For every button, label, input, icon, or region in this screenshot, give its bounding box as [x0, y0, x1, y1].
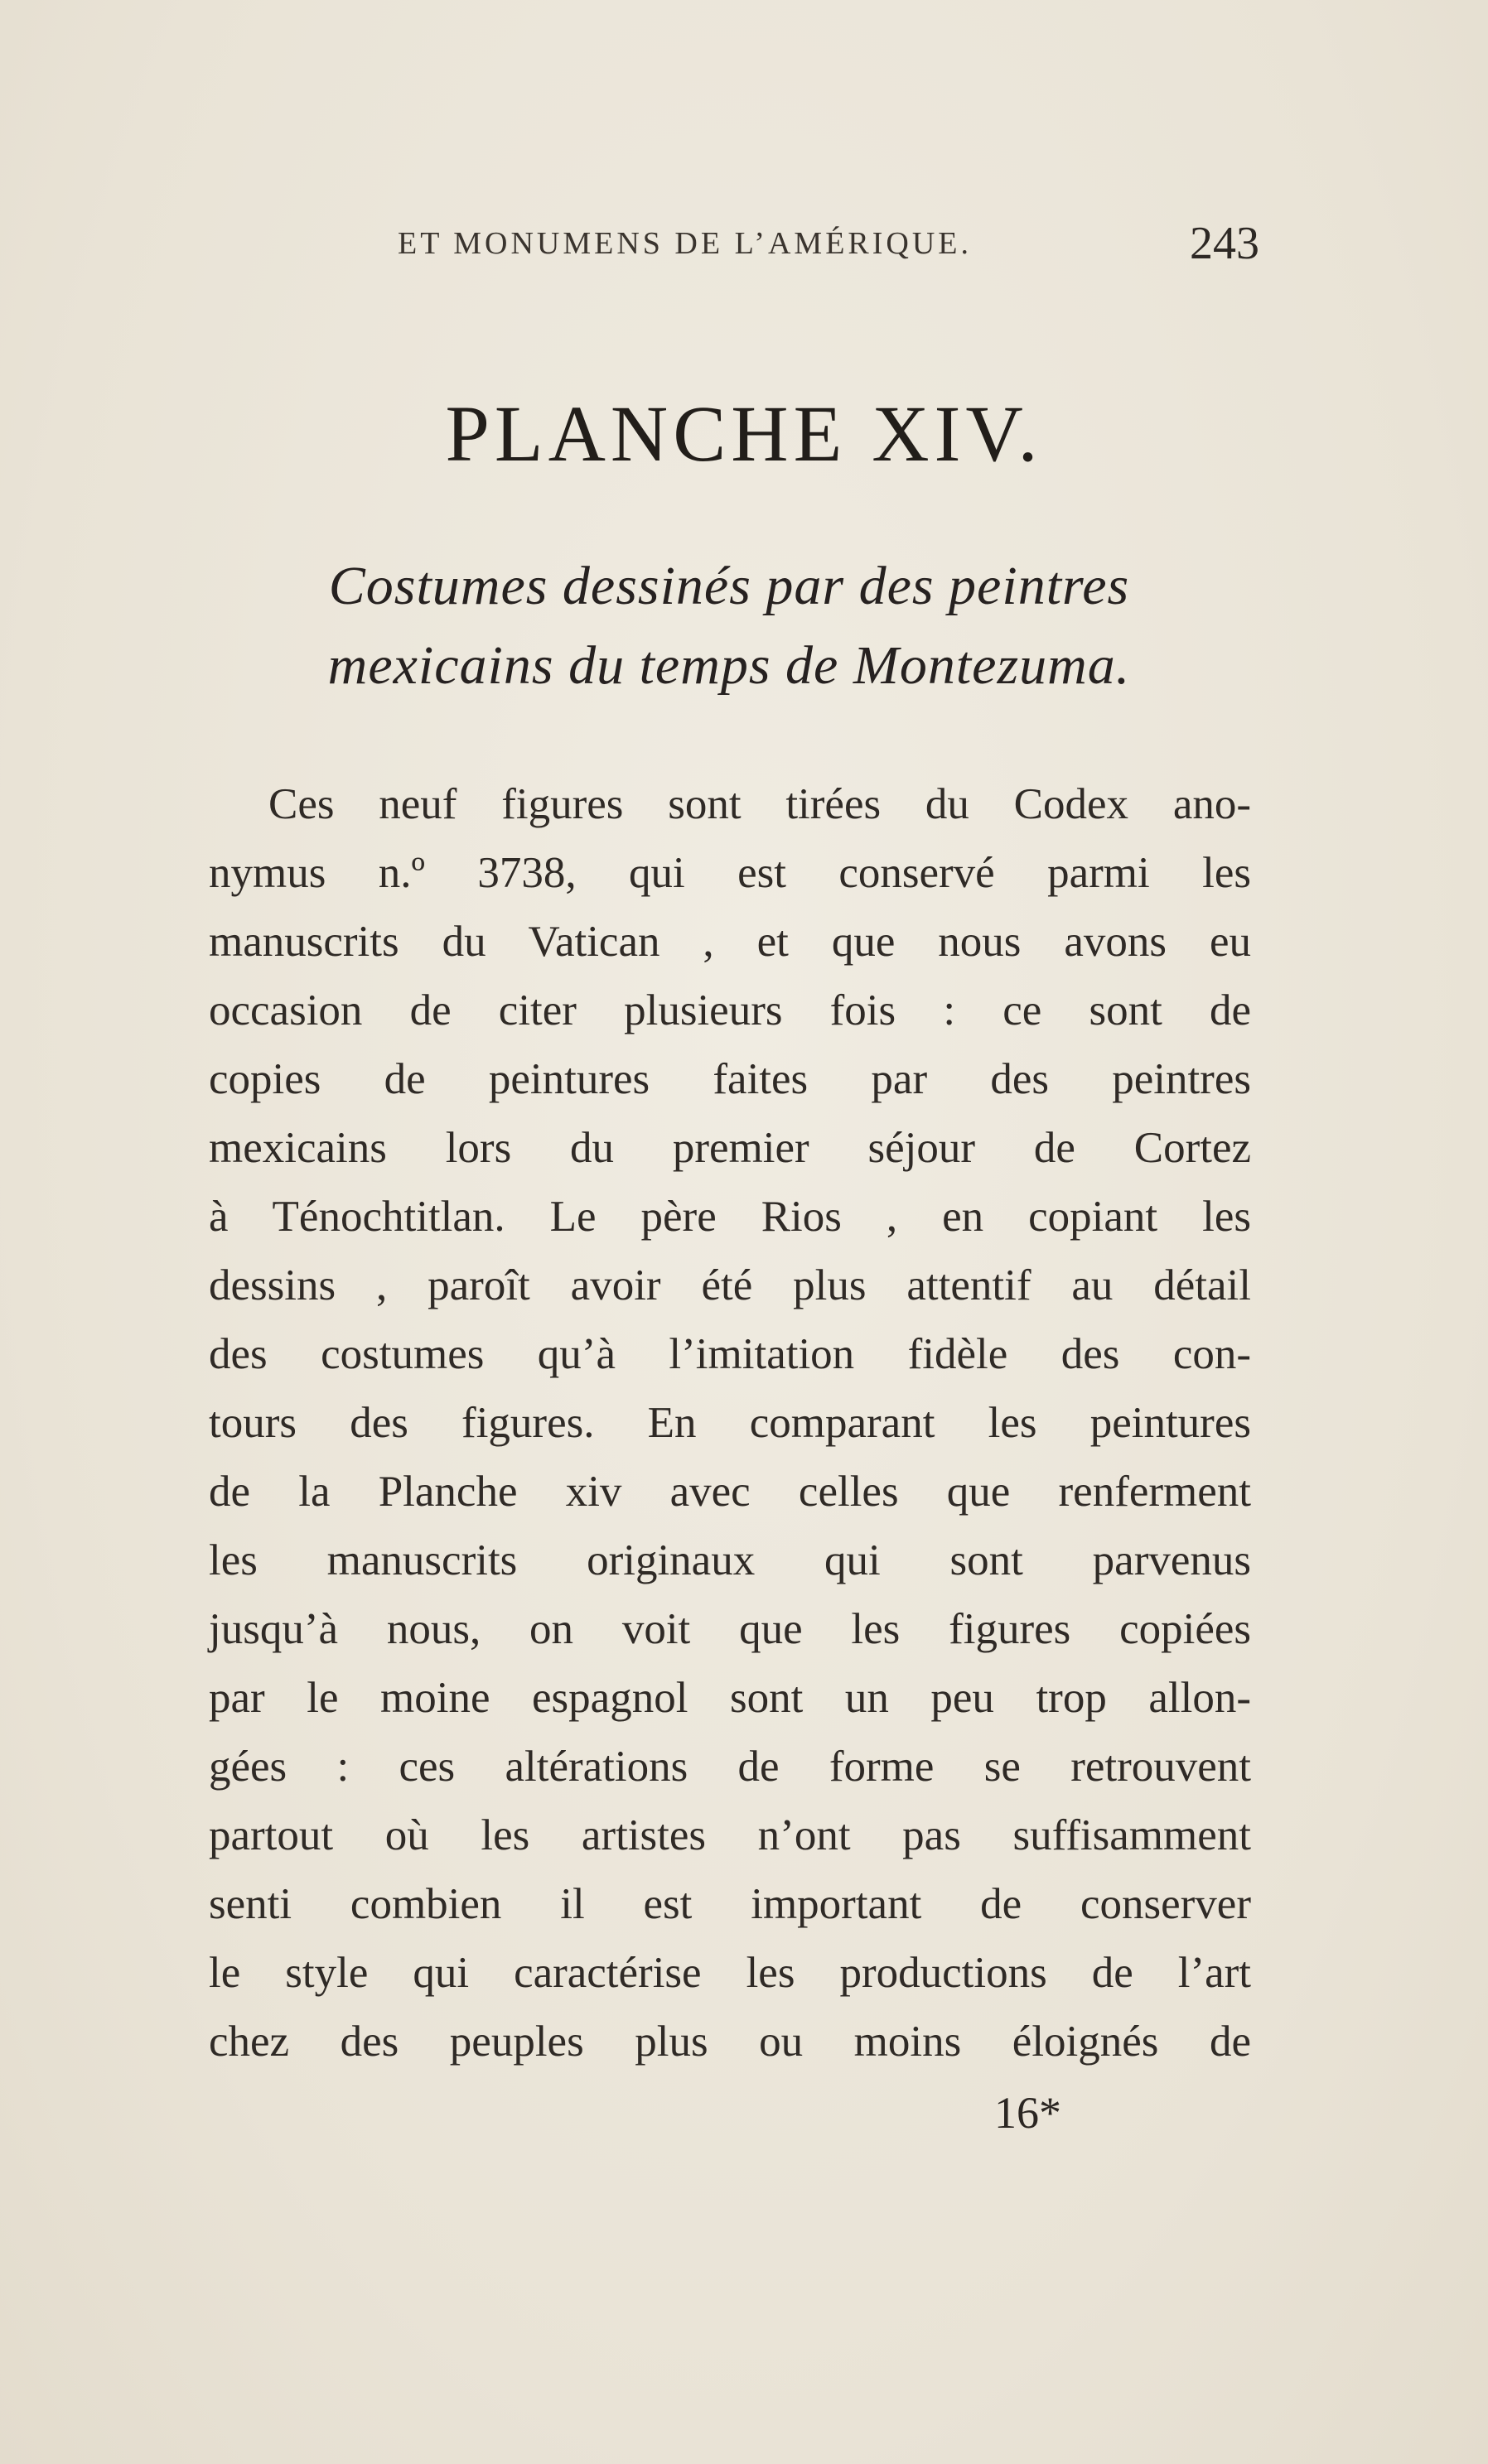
- body-line: gées : ces altérations de forme se retrouvent: [209, 1743, 1251, 1791]
- body-line: nymus n.º 3738, qui est conservé parmi les: [209, 849, 1251, 897]
- body-line: senti combien il est important de conserver: [209, 1880, 1251, 1928]
- body-line: occasion de citer plusieurs fois : ce sont de: [209, 986, 1251, 1034]
- plate-subtitle: [207, 547, 1251, 706]
- running-head: [398, 217, 1259, 267]
- body-line: jusqu’à nous, on voit que les figures copiées: [209, 1605, 1251, 1653]
- body-line: mexicains lors du premier séjour de Cortez: [209, 1124, 1251, 1172]
- signature-mark: 16*: [994, 2088, 1061, 2138]
- body-line: de la Planche xiv avec celles que renferment: [209, 1468, 1251, 1516]
- running-title: ET MONUMENS DE L’AMÉRIQUE.: [398, 226, 972, 261]
- plate-title: PLANCHE XIV.: [445, 389, 1043, 478]
- body-line: le style qui caractérise les productions de l’art: [209, 1949, 1251, 1997]
- body-line: copies de peintures faites par des peintres: [209, 1055, 1251, 1103]
- body-line: Ces neuf figures sont tirées du Codex ano-: [268, 780, 1251, 828]
- body-line: dessins , paroît avoir été plus attentif au détail: [209, 1261, 1251, 1309]
- subtitle-line-1: Costumes dessinés par des peintres: [328, 556, 1130, 616]
- body-line: partout où les artistes n’ont pas suffisamment: [209, 1811, 1251, 1859]
- body-line: par le moine espagnol sont un peu trop allon-: [209, 1674, 1251, 1722]
- body-paragraph: [209, 770, 1251, 2076]
- body-line: tours des figures. En comparant les peintures: [209, 1399, 1251, 1447]
- body-line: manuscrits du Vatican , et que nous avons eu: [209, 918, 1251, 966]
- body-line: des costumes qu’à l’imitation fidèle des con-: [209, 1330, 1251, 1378]
- body-line: les manuscrits originaux qui sont parvenus: [209, 1536, 1251, 1584]
- subtitle-line-2: mexicains du temps de Montezuma.: [327, 635, 1131, 696]
- page-number: 243: [1190, 218, 1259, 269]
- body-line: chez des peuples plus ou moins éloignés de: [209, 2018, 1251, 2066]
- body-line: à Ténochtitlan. Le père Rios , en copiant les: [209, 1193, 1251, 1241]
